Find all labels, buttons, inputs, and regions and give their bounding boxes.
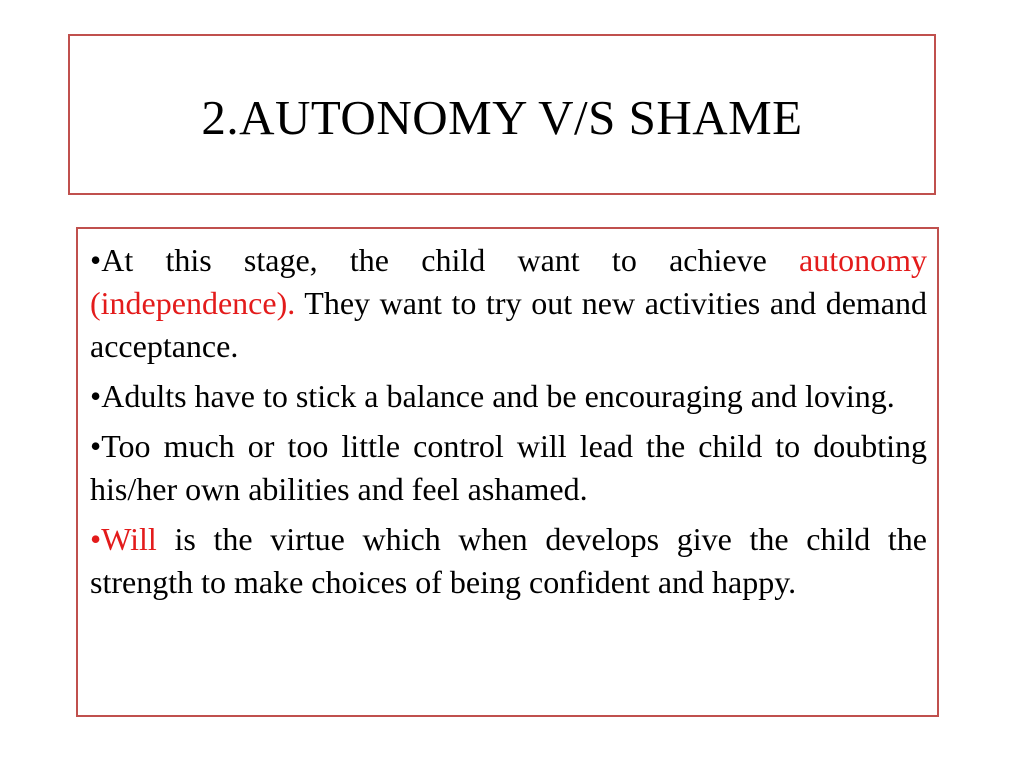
bullet-emphasis: Will: [101, 521, 157, 557]
bullet-text: Too much or too little control will lead the child to doubting his/her own abilities and feel ashamed.: [90, 428, 927, 507]
bullet-text: Adults have to stick a balance and be encouraging and loving.: [101, 378, 895, 414]
bullet-marker: •: [90, 242, 102, 278]
bullet-item-autonomy: [90, 239, 927, 368]
bullet-text: They want to try out new activities and demand acceptance.: [90, 285, 927, 364]
bullet-item-adults: [90, 375, 927, 418]
slide-title: 2.AUTONOMY V/S SHAME: [201, 90, 803, 145]
bullet-item-will: [90, 518, 927, 604]
bullet-text: is the virtue which when develops give the child the strength to make choices of being confident and happy.: [90, 521, 927, 600]
bullet-marker: •: [90, 378, 102, 414]
bullet-marker: •: [90, 428, 102, 464]
bullet-item-control: [90, 425, 927, 511]
bullet-emphasis: autonomy (independence).: [90, 242, 927, 321]
bullet-marker: •: [90, 521, 102, 557]
content-box: [76, 227, 939, 717]
bullet-text: At this stage, the child want to achieve: [101, 242, 800, 278]
title-box: [68, 34, 936, 195]
